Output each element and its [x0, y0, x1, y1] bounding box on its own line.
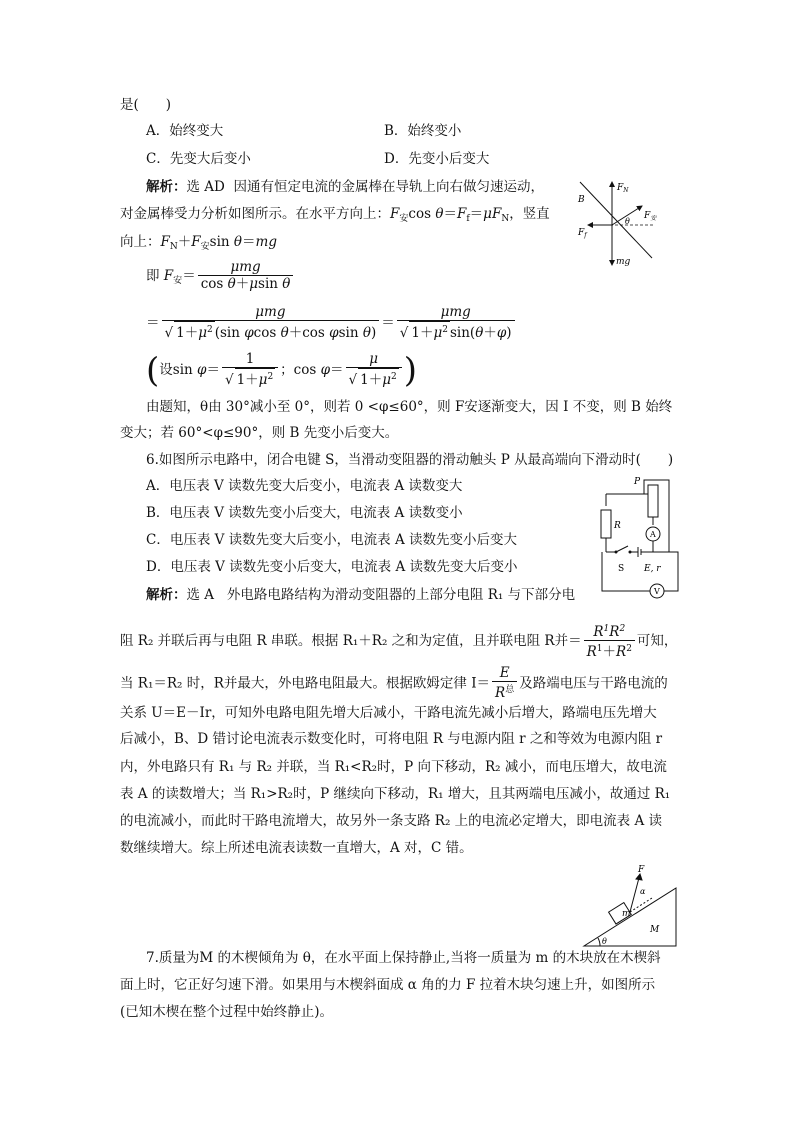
label-fn: $F_N$ — [617, 183, 629, 194]
q5-option-c[interactable]: C．先变大后变小 — [146, 151, 251, 167]
q5-analysis-line-3: 向上：$F_N+F_安\sin$ θ＝mg — [120, 234, 277, 252]
resistor-r — [601, 510, 611, 538]
rheostat — [648, 485, 658, 517]
q6-analysis-line-8: 的电流减小，而此时干路电流增大，故另外一条支路 R₂ 上的电流必定增大，即电流表 A 读 — [120, 813, 662, 829]
q5-formula-2: ＝ $\frac{\text{μmg}}{√ 1+\mu^2 (\sin \varphi\cos \theta+\cos \varphi\sin \theta)}$ ＝ $\frac{\text{μmg}}{√ 1+\mu^2 \sin(\theta+\varphi)}$ — [146, 305, 517, 342]
label-ff: $F_f$ — [578, 228, 587, 239]
analysis-text: 对金属棒受力分析如图所示。在水平方向上： — [120, 206, 390, 222]
q6-analysis-line-6: 内，外电路只有 R₁ 与 R₂ 并联，当 R₁<R₂时，P 向下移动，R₂ 减小，而电压增大，故电流 — [120, 759, 667, 775]
label-m-large: M — [650, 925, 660, 935]
label-a: A — [650, 530, 656, 539]
label-m-small: m — [622, 909, 631, 919]
q6-stem: 6.如图所示电路中，闭合电键 S，当滑动变阻器的滑动触头 P 从最高端向下滑动时( ) — [146, 452, 674, 468]
q6-option-d[interactable]: D．电压表 V 读数先变小后变大，电流表 A 读数先变大后变小 — [146, 559, 518, 575]
b-field-line — [580, 182, 652, 258]
analysis-text: 竖直 — [522, 206, 550, 222]
wire-voltmeter-right — [664, 552, 678, 591]
label-alpha: α — [640, 887, 646, 896]
q5-stem-tail: 是( ) — [120, 97, 172, 113]
label-p: P — [634, 477, 641, 487]
q5-conclusion-1: 由题知，θ由 30°减小至 0°，则若 0 <φ≤60°，则 F安逐渐变大，因 I 不变，则 B 始终 — [146, 399, 673, 415]
q6-circuit-diagram — [594, 470, 684, 600]
q5-analysis-line-1 — [146, 178, 544, 196]
label-theta: θ — [625, 217, 630, 226]
q5-analysis-line-2: 对金属棒受力分析如图所示。在水平方向上：$F_安\cos$ $\theta=F_f=\mu F_N$，竖直 — [120, 206, 550, 224]
answer: 选 A — [186, 587, 215, 603]
answer: 选 AD — [186, 179, 225, 195]
q6-analysis-line-4: 关系 U＝E－Ir，可知外电路电阻先增大后减小，干路电流先减小后增大，路端电压先增大 — [120, 705, 657, 721]
q5-formula-1: 即 $F_安=$ $\frac{\text{μmg}}{\text{cos θ＋μsin θ}}$ — [146, 260, 295, 293]
label-f: F — [638, 865, 645, 875]
q5-option-a[interactable]: A．始终变大 — [146, 123, 224, 139]
theta-arc — [598, 938, 600, 946]
q6-option-c[interactable]: C．电压表 V 读数先变大后变小，电流表 A 读数先变小后变大 — [146, 532, 517, 548]
q5-option-d[interactable]: D．先变小后变大 — [384, 151, 490, 167]
q5-option-b[interactable]: B．始终变小 — [384, 123, 462, 139]
analysis-text: 阻 R₂ 并联后再与电阻 R 串联。根据 R₁＋R₂ 之和为定值，且并联电阻 R并＝ — [120, 633, 582, 649]
q7-stem-line-1: 7.质量为M 的木楔倾角为 θ，在水平面上保持静止,当将一质量为 m 的木块放在木楔斜 — [146, 950, 661, 966]
wire-voltmeter-left — [602, 552, 650, 591]
q5-force-diagram — [570, 170, 670, 270]
q7-stem-line-3: (已知木楔在整个过程中始终静止)。 — [120, 1004, 334, 1020]
analysis-text: 外电路电路结构为滑动变阻器的上部分电阻 R₁ 与下部分电 — [226, 587, 576, 603]
analysis-text: 及路端电压与干路电流的 — [519, 675, 668, 692]
q5-formula-3: (设sin φ＝ $\frac{1}{√ 1+\mu^2}$ ；cos φ＝ $\frac{\mu}{√ 1+\mu^2}$ ) — [146, 350, 418, 391]
q6-option-b[interactable]: B．电压表 V 读数先变小后变大，电流表 A 读数变小 — [146, 505, 463, 521]
q6-analysis-line-7: 表 A 的读数增大；当 R₁>R₂时，P 继续向下移动，R₁ 增大，且其两端电压减小，故通过 R₁ — [120, 786, 671, 802]
analysis-label: 解析： — [146, 179, 187, 195]
q6-analysis-line-5: 后减小，B、D 错讨论电流表示数变化时，可将电阻 R 与电源内阻 r 之和等效为电源内阻 r — [120, 731, 663, 747]
analysis-text: 当 R₁＝R₂ 时，R并最大，外电路电阻最大。根据欧姆定律 I＝ — [120, 675, 491, 692]
label-er: E, r — [644, 564, 661, 574]
q6-analysis-line-3: 当 R₁＝R₂ 时，R并最大，外电路电阻最大。根据欧姆定律 I＝ $\frac{E}{R^总}$ 及路端电压与干路电流的 — [120, 665, 668, 701]
q6-analysis-line-9: 数继续增大。综上所述电流表读数一直增大，A 对，C 错。 — [120, 840, 473, 856]
label-r: R — [614, 521, 621, 531]
label-b: B — [578, 195, 585, 205]
q7-wedge-diagram — [580, 860, 680, 950]
label-s: S — [618, 564, 625, 574]
q6-analysis-line-2: 阻 R₂ 并联后再与电阻 R 串联。根据 R₁＋R₂ 之和为定值，且并联电阻 R并＝ $\frac{R^1R^2}{R^1+R^2}$ 可知， — [120, 624, 678, 660]
label-theta: θ — [602, 937, 607, 946]
analysis-text: 可知， — [636, 633, 678, 649]
analysis-text: 因通有恒定电流的金属棒在导轨上向右做匀速运动， — [233, 179, 544, 195]
label-v: V — [654, 587, 660, 596]
switch-s — [616, 546, 628, 552]
q6-analysis-line-1 — [146, 586, 575, 604]
label-fan: $F_安$ — [644, 211, 657, 222]
analysis-label: 解析： — [146, 587, 187, 603]
label-mg: mg — [616, 257, 631, 267]
q5-conclusion-2: 变大；若 60°<φ≤90°，则 B 先变小后变大。 — [120, 425, 399, 441]
q6-option-a[interactable]: A．电压表 V 读数先变大后变小，电流表 A 读数变大 — [146, 478, 463, 494]
q7-stem-line-2: 面上时，它正好匀速下滑。如果用与木楔斜面成 α 角的力 F 拉着木块匀速上升，如图所示 — [120, 977, 656, 993]
